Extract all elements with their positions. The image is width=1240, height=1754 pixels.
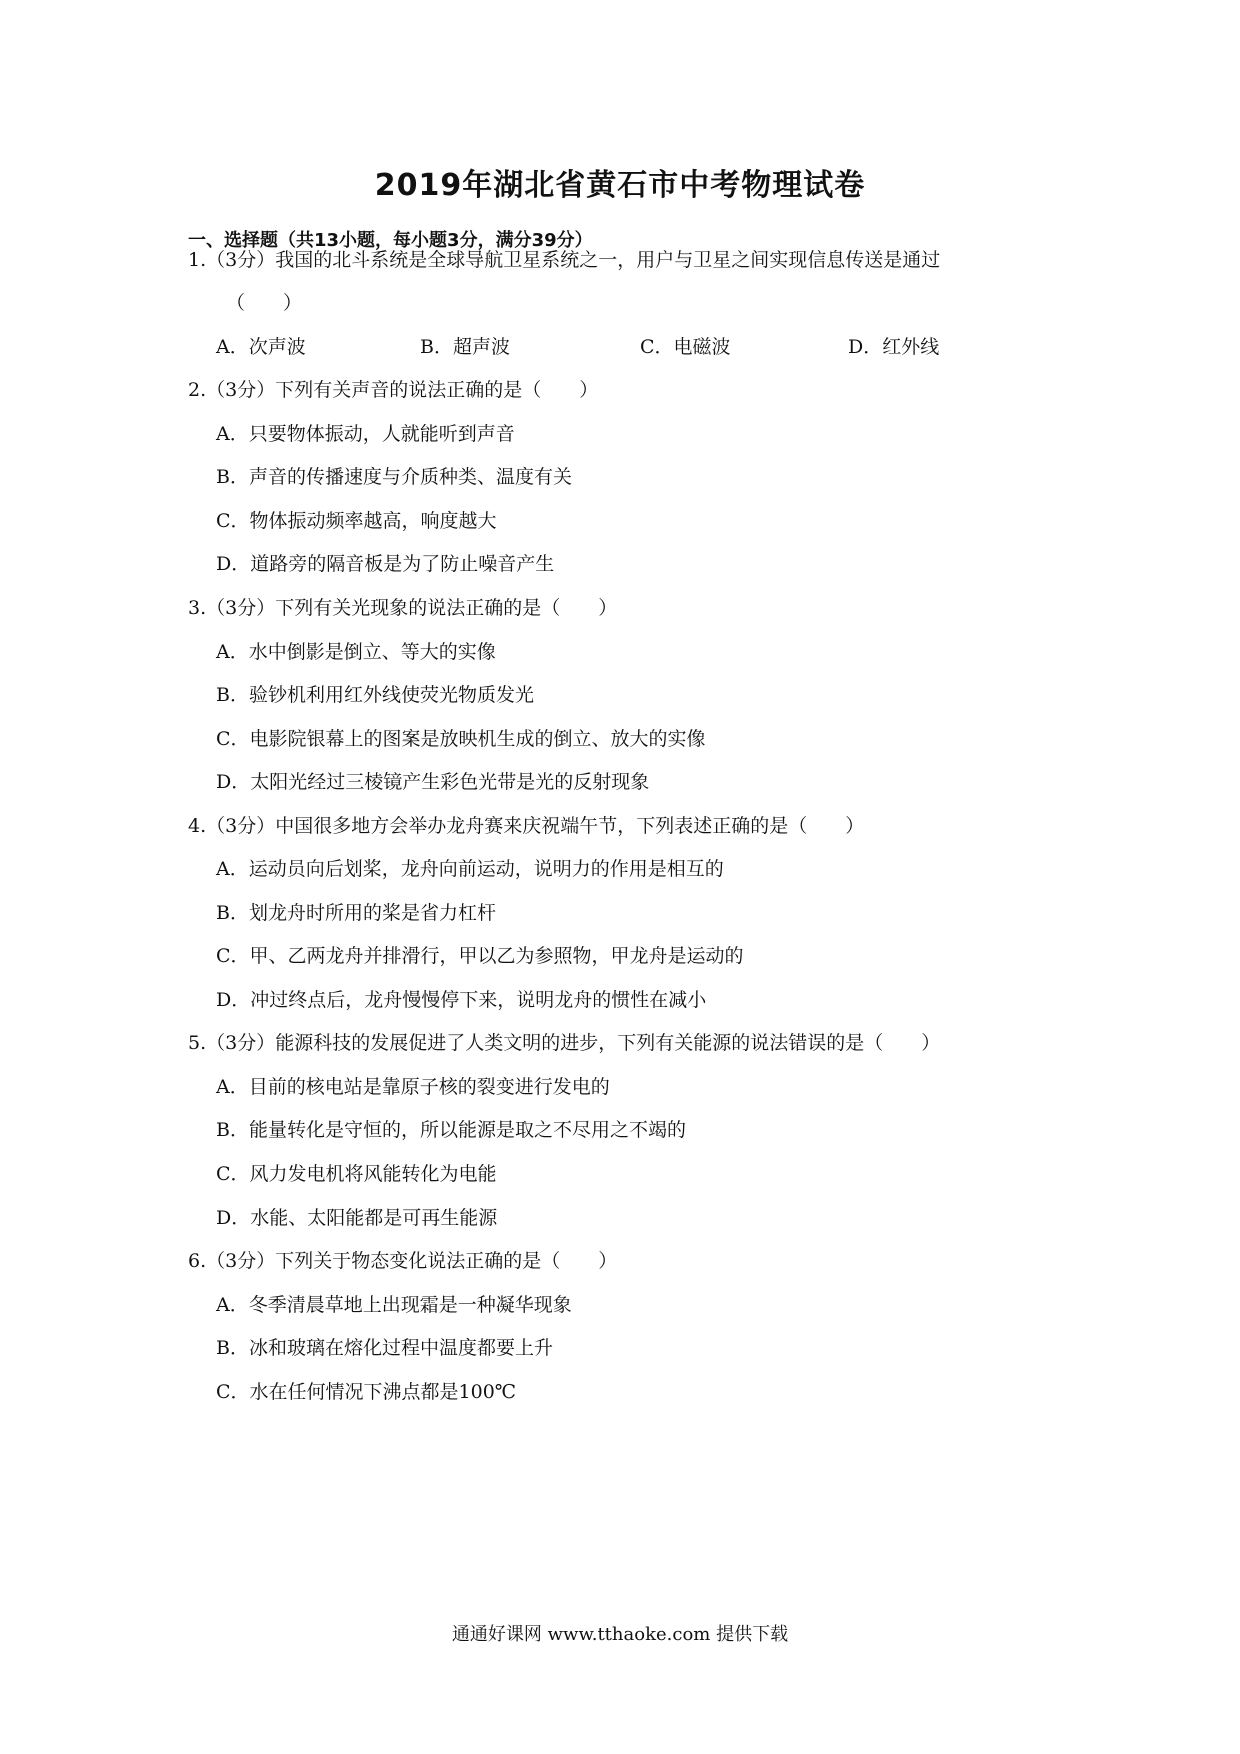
question-5-option-a: A．目前的核电站是靠原子核的裂变进行发电的	[216, 1076, 610, 1098]
question-4-stem: 4.（3分）中国很多地方会举办龙舟赛来庆祝端午节，下列表述正确的是（ ）	[188, 815, 865, 837]
question-4-option-a: A．运动员向后划桨，龙舟向前运动，说明力的作用是相互的	[216, 858, 724, 880]
question-6-option-a: A．冬季清晨草地上出现霜是一种凝华现象	[216, 1294, 572, 1316]
page-title: 2019年湖北省黄石市中考物理试卷	[374, 168, 866, 203]
question-3-stem: 3.（3分）下列有关光现象的说法正确的是（ ）	[188, 597, 618, 619]
question-4-option-d: D．冲过终点后，龙舟慢慢停下来，说明龙舟的惯性在减小	[216, 989, 707, 1011]
question-5-option-c: C．风力发电机将风能转化为电能	[216, 1163, 497, 1185]
question-1-option-b: B．超声波	[420, 336, 510, 358]
question-2-stem: 2.（3分）下列有关声音的说法正确的是（ ）	[188, 379, 599, 401]
question-3-option-a: A．水中倒影是倒立、等大的实像	[216, 641, 496, 663]
question-3-option-d: D．太阳光经过三棱镜产生彩色光带是光的反射现象	[216, 771, 650, 793]
question-1-stem: 1.（3分）我国的北斗系统是全球导航卫星系统之一，用户与卫星之间实现信息传送是通过	[188, 249, 941, 271]
question-2-option-a: A．只要物体振动，人就能听到声音	[216, 423, 515, 445]
section-heading: 一、选择题（共13小题，每小题3分，满分39分）	[188, 230, 593, 251]
question-1-option-c: C．电磁波	[640, 336, 731, 358]
page-footer: 通通好课网 www.tthaoke.com 提供下载	[451, 1624, 789, 1645]
question-3-option-c: C．电影院银幕上的图案是放映机生成的倒立、放大的实像	[216, 728, 706, 750]
question-3-option-b: B．验钞机利用红外线使荧光物质发光	[216, 684, 534, 706]
question-2-option-d: D．道路旁的隔音板是为了防止噪音产生	[216, 553, 555, 575]
question-1-option-a: A．次声波	[216, 336, 306, 358]
question-5-option-d: D．水能、太阳能都是可再生能源	[216, 1207, 498, 1229]
question-4-option-c: C．甲、乙两龙舟并排滑行，甲以乙为参照物，甲龙舟是运动的	[216, 945, 744, 967]
question-6-stem: 6.（3分）下列关于物态变化说法正确的是（ ）	[188, 1250, 618, 1272]
question-2-option-c: C．物体振动频率越高，响度越大	[216, 510, 497, 532]
question-4-option-b: B．划龙舟时所用的桨是省力杠杆	[216, 902, 496, 924]
question-2-option-b: B．声音的传播速度与介质种类、温度有关	[216, 466, 572, 488]
question-5-option-b: B．能量转化是守恒的，所以能源是取之不尽用之不竭的	[216, 1119, 686, 1141]
question-1-stem-cont: （ ）	[226, 292, 303, 314]
question-6-option-c: C．水在任何情况下沸点都是100℃	[216, 1381, 517, 1403]
question-1-option-d: D．红外线	[848, 336, 940, 358]
question-6-option-b: B．冰和玻璃在熔化过程中温度都要上升	[216, 1337, 553, 1359]
question-5-stem: 5.（3分）能源科技的发展促进了人类文明的进步，下列有关能源的说法错误的是（ ）	[188, 1032, 941, 1054]
